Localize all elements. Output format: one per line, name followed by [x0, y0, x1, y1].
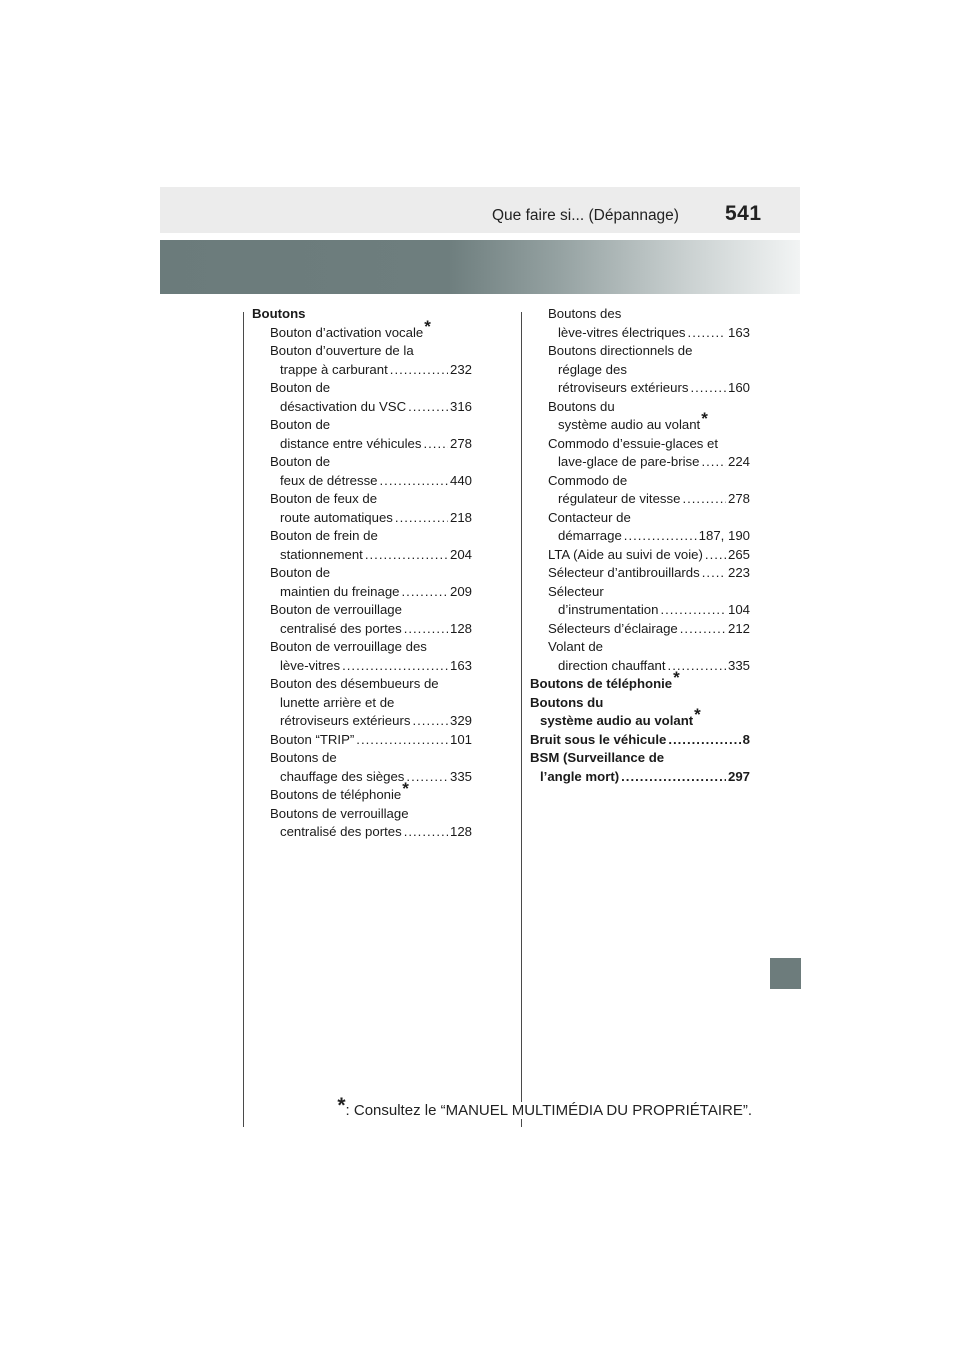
index-entry-page: 187, 190 — [698, 528, 750, 543]
index-entry — [530, 527, 750, 546]
index-column-left — [252, 305, 472, 842]
index-entry-text: Bouton de — [270, 380, 331, 395]
leader-dots — [624, 527, 697, 546]
index-entry — [530, 398, 750, 417]
index-entry-text: rétroviseurs extérieurs — [280, 713, 411, 728]
index-entry: système audio au volant * — [530, 712, 750, 731]
index-entry — [530, 768, 750, 787]
leader-dots — [404, 620, 448, 639]
index-entry-text: Boutons de — [270, 750, 337, 765]
index-entry-page: 128 — [449, 620, 472, 636]
index-entry-text: Boutons de téléphonie — [270, 787, 402, 802]
index-entry-text: lunette arrière et de — [280, 694, 395, 710]
leader-dots — [423, 435, 448, 454]
index-entry — [252, 305, 472, 324]
index-column-right — [530, 305, 750, 786]
index-entry — [530, 731, 750, 750]
index-entry-text: l’angle mort) — [540, 768, 620, 784]
index-entry-page: 278 — [727, 491, 750, 506]
index-entry — [530, 361, 750, 380]
index-entry-page: 316 — [449, 398, 472, 414]
index-entry-page: 335 — [727, 657, 750, 673]
index-entry-text: Boutons de téléphonie — [530, 676, 673, 691]
index-entry: Bouton d’activation vocale * — [252, 324, 472, 343]
index-entry — [530, 657, 750, 676]
index-entry-page: 104 — [727, 602, 750, 617]
index-entry — [252, 583, 472, 602]
index-entry-text: BSM (Surveillance de — [530, 750, 665, 765]
index-entry-text: Sélecteur — [548, 583, 604, 599]
index-entry — [530, 435, 750, 454]
index-entry-page: 163 — [449, 657, 472, 673]
leader-dots — [660, 601, 726, 620]
index-entry-text: Volant de — [548, 639, 603, 654]
index-entry-text: Bouton des désembueurs de — [270, 676, 439, 691]
index-entry — [530, 546, 750, 565]
index-entry — [530, 749, 750, 768]
index-entry-text: Bouton de verrouillage des — [270, 639, 427, 654]
index-entry: Boutons de téléphonie * — [252, 786, 472, 805]
index-entry-page: 223 — [727, 565, 750, 580]
index-entry — [530, 379, 750, 398]
index-entry — [252, 768, 472, 787]
index-entry-text: régulateur de vitesse — [558, 491, 681, 506]
leader-dots — [390, 361, 448, 380]
index-entry: système audio au volant * — [530, 416, 750, 435]
index-entry — [252, 398, 472, 417]
index-entry-text: d’instrumentation — [558, 602, 659, 617]
leader-dots — [365, 546, 448, 565]
index-entry-page: 128 — [449, 824, 472, 839]
leader-dots — [406, 768, 448, 787]
index-entry-text: lave-glace de pare-brise — [558, 454, 700, 469]
index-entry — [252, 675, 472, 694]
index-entry-text: réglage des — [558, 361, 627, 377]
index-entry-text: Boutons du — [530, 694, 604, 710]
index-entry — [252, 361, 472, 380]
index-entry-text: Boutons des — [548, 306, 622, 321]
index-entry-text: Commodo de — [548, 472, 628, 488]
footnote — [337, 1094, 752, 1119]
index-entry — [530, 490, 750, 509]
index-entry-text: Boutons directionnels de — [548, 343, 693, 358]
index-entry — [252, 490, 472, 509]
index-entry-page: 335 — [449, 768, 472, 784]
index-entry-text: Bouton “TRIP” — [270, 731, 355, 747]
index-entry — [252, 342, 472, 361]
index-entry-text: désactivation du VSC — [280, 398, 407, 414]
leader-dots — [705, 546, 726, 565]
index-entry — [530, 694, 750, 713]
index-entry — [252, 379, 472, 398]
index-entry — [252, 657, 472, 676]
index-entry — [252, 638, 472, 657]
index-entry — [252, 546, 472, 565]
index-entry — [252, 509, 472, 528]
index-entry — [252, 453, 472, 472]
leader-dots — [690, 379, 726, 398]
index-entry — [530, 509, 750, 528]
leader-dots — [342, 657, 448, 676]
index-entry — [252, 527, 472, 546]
index-entry — [252, 472, 472, 491]
index-entry-page: 278 — [449, 435, 472, 451]
index-entry-page: 224 — [727, 454, 750, 469]
column-rule-middle — [521, 312, 522, 1127]
index-entry — [530, 472, 750, 491]
leader-dots — [356, 731, 448, 750]
chapter-tab — [770, 958, 801, 989]
index-entry-text: Boutons de verrouillage — [270, 805, 409, 821]
leader-dots — [702, 564, 726, 583]
index-entry-text: trappe à carburant — [280, 361, 388, 377]
page-number: 541 — [725, 202, 762, 225]
index-entry-text: démarrage — [558, 528, 622, 543]
section-title: Que faire si... (Dépannage) — [492, 207, 679, 224]
index-entry-text: stationnement — [280, 546, 363, 562]
index-entry-text: système audio au volant — [540, 713, 694, 728]
index-entry — [530, 583, 750, 602]
index-entry — [530, 638, 750, 657]
index-entry-page: 232 — [449, 361, 472, 377]
index-entry-text: route automatiques — [280, 509, 393, 525]
index-entry — [530, 601, 750, 620]
leader-dots — [621, 768, 726, 787]
leader-dots — [668, 731, 740, 750]
leader-dots — [701, 453, 726, 472]
index-entry-text: système audio au volant — [558, 417, 701, 432]
index-entry-text: chauffage des sièges — [280, 768, 405, 784]
index-entry — [252, 564, 472, 583]
index-entry — [252, 435, 472, 454]
index-entry — [252, 823, 472, 842]
leader-dots — [380, 472, 448, 491]
index-entry: Boutons de téléphonie * — [530, 675, 750, 694]
index-entry — [530, 564, 750, 583]
index-entry-text: Bouton de — [270, 454, 331, 469]
index-entry-text: Commodo d’essuie-glaces et — [548, 435, 719, 451]
index-entry — [530, 324, 750, 343]
index-entry — [252, 749, 472, 768]
index-entry-page: 297 — [727, 768, 750, 784]
footnote-marker: * — [337, 1094, 346, 1117]
index-entry — [252, 805, 472, 824]
index-entry-text: Bouton de verrouillage — [270, 602, 402, 617]
leader-dots — [682, 490, 726, 509]
index-entry-page: 440 — [449, 472, 472, 488]
index-entry-page: 160 — [727, 380, 750, 395]
leader-dots — [404, 823, 448, 842]
index-entry-text: maintien du freinage — [280, 583, 400, 599]
index-entry-page: 101 — [449, 731, 472, 747]
leader-dots — [688, 324, 726, 343]
index-entry-text: Bouton de frein de — [270, 528, 378, 543]
index-entry — [530, 453, 750, 472]
footnote-text: : Consultez le “MANUEL MULTIMÉDIA DU PROPRIÉTAIRE”. — [345, 1102, 752, 1119]
index-entry — [252, 601, 472, 620]
leader-dots — [402, 583, 448, 602]
leader-dots — [680, 620, 726, 639]
index-entry-text: Boutons — [252, 306, 306, 321]
index-entry-text: Bouton de — [270, 565, 331, 580]
index-entry — [530, 305, 750, 324]
leader-dots — [408, 398, 448, 417]
index-entry — [252, 712, 472, 731]
index-entry-text: rétroviseurs extérieurs — [558, 380, 689, 395]
column-rule-left — [243, 312, 244, 1127]
index-entry-page: 265 — [727, 546, 750, 562]
decorative-band — [160, 240, 800, 294]
index-entry-text: Sélecteurs d’éclairage — [548, 620, 678, 636]
index-entry — [252, 416, 472, 435]
header-bar — [160, 187, 800, 233]
leader-dots — [395, 509, 448, 528]
index-entry-text: Bruit sous le véhicule — [530, 731, 667, 747]
index-entry-text: Contacteur de — [548, 509, 631, 525]
index-entry — [252, 694, 472, 713]
index-entry-page: 218 — [449, 509, 472, 525]
index-entry-text: Boutons du — [548, 398, 615, 414]
index-entry-text: centralisé des portes — [280, 620, 402, 636]
index-entry-text: lève-vitres électriques — [558, 324, 686, 340]
index-entry-text: distance entre véhicules — [280, 435, 422, 451]
index-entry-page: 204 — [449, 546, 472, 562]
index-entry-text: Bouton d’ouverture de la — [270, 343, 414, 358]
leader-dots — [412, 712, 448, 731]
index-entry — [252, 731, 472, 750]
index-entry-text: centralisé des portes — [280, 824, 402, 839]
index-entry-text: LTA (Aide au suivi de voie) — [548, 546, 703, 562]
index-entry-page: 209 — [449, 583, 472, 599]
index-entry-text: Sélecteur d’antibrouillards — [548, 565, 700, 580]
index-entry-text: lève-vitres — [280, 657, 341, 673]
index-entry-text: Bouton de — [270, 417, 331, 432]
index-entry — [530, 342, 750, 361]
index-entry-text: direction chauffant — [558, 657, 666, 673]
index-entry-page: 8 — [742, 731, 750, 747]
index-entry-page: 163 — [727, 324, 750, 340]
index-entry-text: Bouton de feux de — [270, 491, 378, 506]
index-entry-text: feux de détresse — [280, 472, 378, 488]
index-entry-text: Bouton d’activation vocale — [270, 324, 424, 340]
index-entry-page: 212 — [727, 620, 750, 636]
index-entry-page: 329 — [449, 713, 472, 728]
index-entry — [530, 620, 750, 639]
index-entry — [252, 620, 472, 639]
